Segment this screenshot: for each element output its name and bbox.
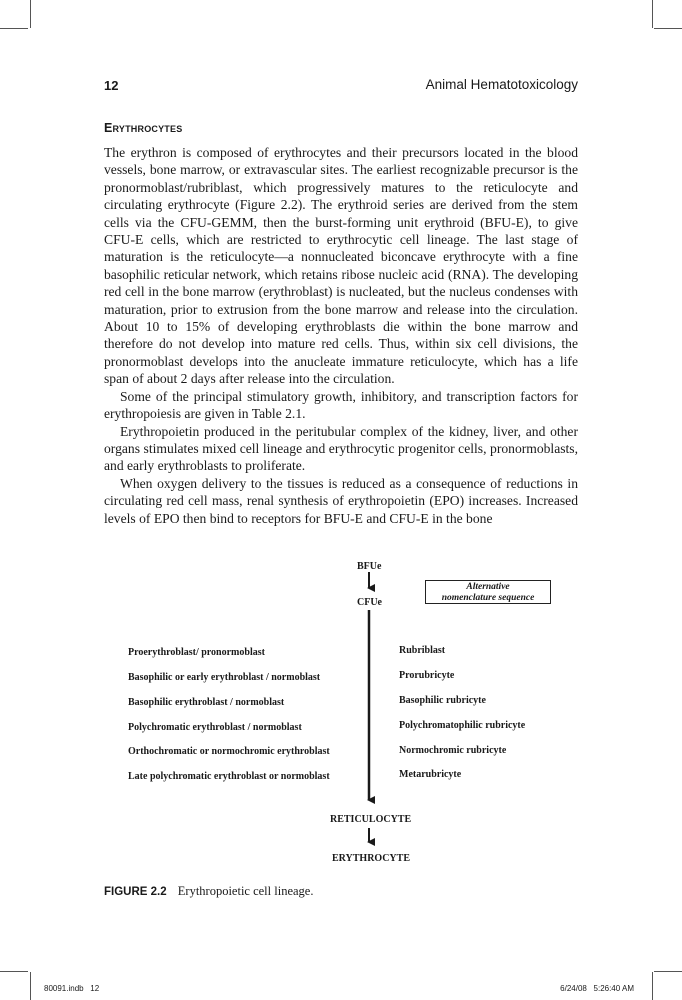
paragraph: The erythron is composed of erythrocytes and their precursors located in the blood vessels, bone marrow, or extravascular sites. The earliest recognizable precursor is the pronormoblast/rubriblast, which progressively matures to the reticulocyte and circulating erythrocyte (Figure 2.2). The erythroid series are derived from the stem cells via the CFU-GEMM, then the burst-forming unit erythroid (BFU-E), to give CFU-E cells, which are restricted to erythrocytic cell lineage. The last stage of maturation is the reticulocyte—a nonnucleated biconcave erythrocyte with a fine basophilic reticular network, which retains ribose nucleic acid (RNA). The developing red cell in the bone marrow (erythroblast) is nucleated, but the nucleus condenses with maturation, prior to extrusion from the bone marrow and release into the circulation. About 10 to 15% of developing erythroblasts die within the bone marrow and therefore do not develop into mature red cells. Thus, within six cell divisions, the pronormoblast develops into the anucleate immature reticulocyte, which has a life span of about 2 days after release into the circulation. — [104, 145, 578, 387]
paragraph: Erythropoietin produced in the peritubular complex of the kidney, liver, and other organs stimulates mixed cell lineage and erythrocytic progenitor cells, pronormoblasts, and early erythroblasts to proliferate. — [104, 423, 578, 474]
node-cfue: CFUe — [357, 597, 382, 608]
right-stage-label: Prorubricyte — [399, 670, 455, 681]
alternative-nomenclature-box — [425, 580, 551, 604]
node-bfue: BFUe — [357, 561, 382, 572]
crop-mark — [0, 28, 28, 29]
right-stage-label: Metarubricyte — [399, 769, 462, 780]
right-stage-label: Basophilic rubricyte — [399, 695, 486, 706]
crop-mark — [654, 971, 682, 972]
right-stage-label: Rubriblast — [399, 645, 446, 656]
paragraph: Some of the principal stimulatory growth, inhibitory, and transcription factors for erythropoiesis are given in Table 2.1. — [104, 388, 578, 422]
crop-mark — [654, 28, 682, 29]
left-stage-label: Orthochromatic or normochromic erythroblast — [128, 746, 330, 757]
figure-caption-text: Erythropoietic cell lineage. — [177, 884, 314, 898]
left-stage-label: Polychromatic erythroblast / normoblast — [128, 722, 302, 733]
lineage-diagram — [0, 560, 682, 880]
crop-mark — [652, 0, 653, 28]
diagram-arrows — [0, 560, 682, 880]
crop-mark — [0, 971, 28, 972]
footer-file-info: 80091.indb 12 — [44, 984, 100, 993]
crop-mark — [652, 972, 653, 1000]
alt-box-line: nomenclature sequence — [441, 593, 535, 603]
figure-caption — [104, 884, 313, 899]
crop-mark — [30, 0, 31, 28]
left-stage-label: Basophilic or early erythroblast / normoblast — [128, 672, 321, 683]
left-stage-label: Late polychromatic erythroblast or normoblast — [128, 771, 330, 782]
figure-label: FIGURE 2.2 — [104, 886, 167, 898]
left-stage-label: Basophilic erythroblast / normoblast — [128, 697, 285, 708]
body-text — [104, 144, 578, 527]
node-erythrocyte: ERYTHROCYTE — [332, 853, 410, 864]
right-stage-label: Polychromatophilic rubricyte — [399, 720, 526, 731]
right-stage-label: Normochromic rubricyte — [399, 745, 507, 756]
page-number: 12 — [104, 78, 119, 93]
footer-timestamp: 6/24/08 5:26:40 AM — [560, 984, 634, 993]
node-reticulocyte: RETICULOCYTE — [330, 814, 412, 825]
left-stage-label: Proerythroblast/ pronormoblast — [128, 647, 265, 658]
alt-box-line: Alternative — [466, 582, 510, 592]
section-heading: Erythrocytes — [104, 121, 183, 135]
paragraph: When oxygen delivery to the tissues is reduced as a consequence of reductions in circulating red cell mass, renal synthesis of erythropoietin (EPO) increases. Increased levels of EPO then bind to receptors for BFU-E and CFU-E in the bone — [104, 475, 578, 526]
crop-mark — [30, 972, 31, 1000]
running-header: Animal Hematotoxicology — [425, 77, 578, 92]
